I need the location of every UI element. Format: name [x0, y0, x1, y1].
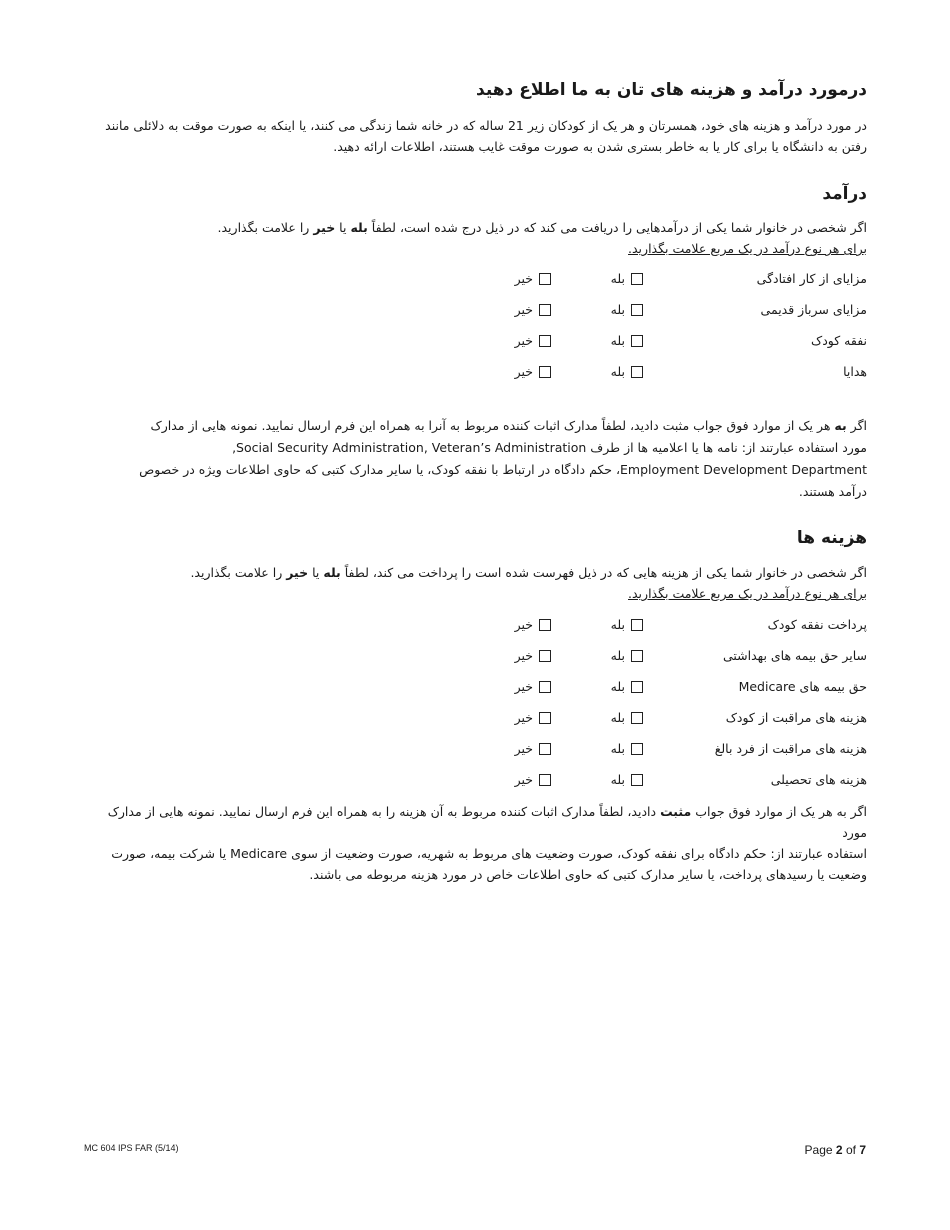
income-note-line-2: مورد استفاده عبارتند از: نامه ها یا اعلامیه ها از طرف Social Security Administration, Veteran’s Administration,	[232, 440, 867, 455]
page-word: Page	[804, 1143, 833, 1157]
expenses-underline-note: برای هر نوع درآمد در یک مربع علامت بگذارید.	[628, 586, 867, 601]
yes-label: بله	[610, 302, 625, 317]
yes-checkbox[interactable]	[631, 743, 643, 755]
yes-checkbox[interactable]	[631, 366, 643, 378]
expenses-no-word: خیر	[286, 565, 309, 580]
no-label: خیر	[514, 333, 533, 348]
expense-item-yes-option[interactable]	[611, 648, 643, 663]
expenses-note	[97, 801, 867, 885]
income-note-bold: به	[834, 418, 847, 433]
no-checkbox[interactable]	[539, 273, 551, 285]
yes-checkbox[interactable]	[631, 681, 643, 693]
intro-line-1: در مورد درآمد و هزینه های خود، همسرتان و هر یک از کودکان زیر 21 ساله که در خانه شما زندگی می کنند، یا اینکه به صورت موقت به دلائلی مانند	[105, 118, 867, 133]
yes-label: بله	[610, 710, 625, 725]
expense-item-row	[97, 679, 867, 699]
no-checkbox[interactable]	[539, 774, 551, 786]
expense-item-label: حق بیمه های Medicare	[738, 679, 867, 694]
expense-item-yes-option[interactable]	[611, 617, 643, 632]
expense-item-no-option[interactable]	[515, 679, 551, 694]
expense-item-row	[97, 741, 867, 761]
expense-item-label: هزینه های مراقبت از فرد بالغ	[714, 741, 867, 756]
income-item-row	[97, 364, 867, 384]
expense-item-row	[97, 617, 867, 637]
no-label: خیر	[514, 741, 533, 756]
income-no-word: خیر	[313, 220, 336, 235]
income-item-no-option[interactable]	[515, 302, 551, 317]
yes-label: بله	[610, 741, 625, 756]
yes-checkbox[interactable]	[631, 335, 643, 347]
income-item-no-option[interactable]	[515, 271, 551, 286]
expense-item-row	[97, 772, 867, 792]
expense-item-label: هزینه های تحصیلی	[770, 772, 867, 787]
income-note-line-3: Employment Development Department، حکم دادگاه در ارتباط با نفقه کودک، یا سایر مدارک کتبی که حاوی اطلاعات ویژه در خصوص	[139, 462, 867, 477]
yes-label: بله	[610, 364, 625, 379]
expenses-instruction-text: اگر شخصی در خانوار شما یکی از هزینه هایی که در ذیل فهرست شده است را پرداخت می کند، لطفاً	[340, 565, 867, 580]
no-checkbox[interactable]	[539, 335, 551, 347]
no-label: خیر	[514, 648, 533, 663]
income-item-label: مزایای از کار افتادگی	[756, 271, 867, 286]
income-note-a: اگر	[846, 418, 867, 433]
expense-item-label: پرداخت نفقه کودک	[767, 617, 867, 632]
expense-item-row	[97, 710, 867, 730]
yes-checkbox[interactable]	[631, 619, 643, 631]
no-checkbox[interactable]	[539, 304, 551, 316]
income-heading: درآمد	[822, 184, 867, 204]
yes-label: بله	[610, 271, 625, 286]
expense-item-yes-option[interactable]	[611, 741, 643, 756]
income-note-line-1	[97, 415, 867, 437]
income-underline-note: برای هر نوع درآمد در یک مربع علامت بگذارید.	[628, 241, 867, 256]
yes-label: بله	[610, 648, 625, 663]
yes-label: بله	[610, 333, 625, 348]
income-note	[97, 415, 867, 503]
intro-line-2: رفتن به دانشگاه یا برای کار یا به خاطر بستری شدن به صورت موقت غایب هستند، اطلاعات ارائه دهید.	[333, 139, 867, 154]
page-title: درمورد درآمد و هزینه های تان به ما اطلاع دهید	[476, 80, 867, 100]
yes-checkbox[interactable]	[631, 712, 643, 724]
income-item-row	[97, 302, 867, 322]
expense-item-label: هزینه های مراقبت از کودک	[725, 710, 867, 725]
expense-item-yes-option[interactable]	[611, 710, 643, 725]
expense-item-row	[97, 648, 867, 668]
no-label: خیر	[514, 617, 533, 632]
expense-item-no-option[interactable]	[515, 772, 551, 787]
income-item-yes-option[interactable]	[611, 271, 643, 286]
page-number	[805, 1143, 866, 1157]
page-total: 7	[859, 1143, 866, 1157]
no-checkbox[interactable]	[539, 366, 551, 378]
income-item-label: مزایای سرباز قدیمی	[760, 302, 867, 317]
income-instruction-text: اگر شخصی در خانوار شما یکی از درآمدهایی را دریافت می کند که در ذیل درج شده است، لطفاً	[367, 220, 867, 235]
expense-item-yes-option[interactable]	[611, 772, 643, 787]
expense-item-no-option[interactable]	[515, 617, 551, 632]
income-item-no-option[interactable]	[515, 333, 551, 348]
no-label: خیر	[514, 364, 533, 379]
income-instruction	[97, 217, 867, 259]
income-item-yes-option[interactable]	[611, 302, 643, 317]
intro-paragraph	[97, 115, 867, 157]
expenses-instruction-line	[97, 562, 867, 583]
expense-item-no-option[interactable]	[515, 648, 551, 663]
income-instruction-end: را علامت بگذارید.	[217, 220, 314, 235]
income-instruction-line	[97, 217, 867, 238]
income-item-yes-option[interactable]	[611, 364, 643, 379]
no-checkbox[interactable]	[539, 650, 551, 662]
income-item-label: نفقه کودک	[811, 333, 867, 348]
no-label: خیر	[514, 679, 533, 694]
expenses-note-bold: مثبت	[660, 804, 692, 819]
expenses-note-line-2: استفاده عبارتند از: حکم دادگاه برای نفقه کودک، صورت وضعیت های مربوط به شهریه، صورت وضعیت از سوی Medicare یا شرکت بیمه، صورت	[111, 846, 867, 861]
expenses-instruction	[97, 562, 867, 604]
yes-checkbox[interactable]	[631, 304, 643, 316]
yes-label: بله	[610, 679, 625, 694]
income-item-yes-option[interactable]	[611, 333, 643, 348]
expenses-note-b: دادید، لطفاً مدارک اثبات کننده مربوط به آن هزینه را به همراه این فرم ارسال نمایید. نمونه هایی از مدارک مورد	[107, 804, 867, 840]
yes-checkbox[interactable]	[631, 774, 643, 786]
income-item-label: هدایا	[843, 364, 867, 379]
no-label: خیر	[514, 710, 533, 725]
no-label: خیر	[514, 271, 533, 286]
expense-item-yes-option[interactable]	[611, 679, 643, 694]
income-note-b: هر یک از موارد فوق جواب مثبت دادید، لطفاً مدارک اثبات کننده مربوط به آنرا به همراه این فرم ارسال نمایید. نمونه هایی از مدارک	[150, 418, 835, 433]
no-label: خیر	[514, 772, 533, 787]
expense-item-label: سایر حق بیمه های بهداشتی	[722, 648, 867, 663]
form-id: MC 604 IPS FAR (5/14)	[84, 1143, 179, 1153]
expenses-yes-word: بله	[323, 565, 341, 580]
income-item-row	[97, 333, 867, 353]
no-checkbox[interactable]	[539, 743, 551, 755]
expenses-or-word: یا	[308, 565, 324, 580]
expense-item-no-option[interactable]	[515, 741, 551, 756]
expense-item-no-option[interactable]	[515, 710, 551, 725]
no-label: خیر	[514, 302, 533, 317]
yes-label: بله	[610, 772, 625, 787]
income-or-word: یا	[335, 220, 351, 235]
income-item-no-option[interactable]	[515, 364, 551, 379]
income-item-row	[97, 271, 867, 291]
expenses-heading: هزینه ها	[796, 528, 867, 548]
yes-checkbox[interactable]	[631, 650, 643, 662]
form-page	[97, 0, 867, 1230]
of-word: of	[845, 1143, 856, 1157]
no-checkbox[interactable]	[539, 619, 551, 631]
income-note-line-4: درآمد هستند.	[798, 484, 867, 499]
expenses-note-line-3: وضعیت یا رسیدهای پرداخت، یا سایر مدارک کتبی که حاوی اطلاعات خاص در مورد هزینه مربوطه می باشند.	[309, 867, 867, 882]
no-checkbox[interactable]	[539, 681, 551, 693]
expenses-instruction-end: را علامت بگذارید.	[190, 565, 287, 580]
no-checkbox[interactable]	[539, 712, 551, 724]
yes-label: بله	[610, 617, 625, 632]
yes-checkbox[interactable]	[631, 273, 643, 285]
expenses-note-line-1	[97, 801, 867, 843]
page-current: 2	[835, 1143, 843, 1157]
expenses-note-a: اگر به هر یک از موارد فوق جواب	[691, 804, 867, 819]
income-yes-word: بله	[350, 220, 368, 235]
